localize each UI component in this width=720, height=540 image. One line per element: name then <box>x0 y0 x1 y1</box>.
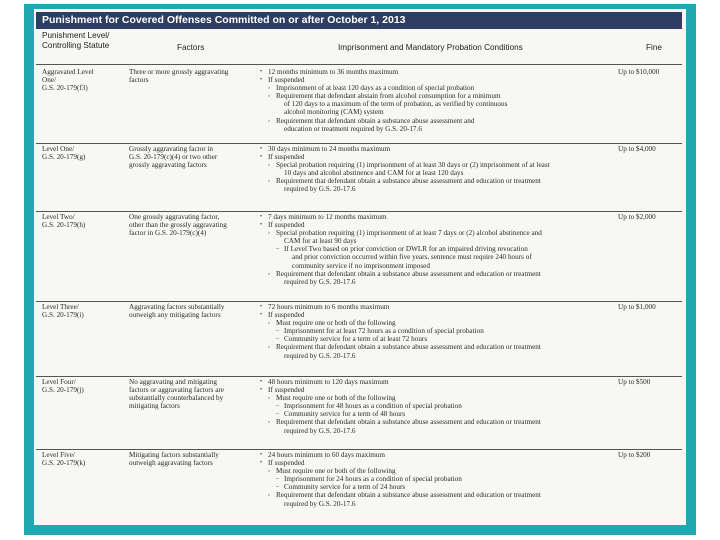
bullet-icon: › <box>268 395 270 402</box>
bullet-icon: • <box>260 77 263 84</box>
condition-text: 10 days and alcohol abstinence and CAM for at least 120 days <box>284 169 464 178</box>
bullet-icon: – <box>276 403 279 410</box>
level-line: One/ <box>42 76 56 85</box>
bullet-icon: › <box>268 468 270 475</box>
condition-line <box>260 108 620 116</box>
condition-text: Must require one or both of the following <box>276 467 396 476</box>
row-fine: Up to $10,000 <box>618 68 660 76</box>
condition-line <box>260 410 620 418</box>
condition-text: required by G.S. 20-17.6 <box>284 351 356 360</box>
condition-text: If suspended <box>268 221 305 230</box>
row-factors <box>129 68 259 84</box>
condition-text: 48 hours minimum to 120 days maximum <box>268 378 389 386</box>
row-level <box>42 451 124 467</box>
row-factors <box>129 303 259 319</box>
condition-text: Requirement that defendant obtain a substance abuse assessment and education or treatment <box>276 177 541 186</box>
condition-line <box>260 169 620 177</box>
condition-line <box>260 237 620 245</box>
bullet-icon: › <box>268 93 270 100</box>
factor-line: Three or more grossly aggravating <box>129 68 229 76</box>
condition-line <box>260 185 620 193</box>
condition-text: required by G.S. 20-17.6 <box>284 277 356 286</box>
condition-text: CAM for at least 90 days <box>284 237 357 246</box>
factor-line: factor in G.S. 20-179(c)(4) <box>129 229 207 238</box>
bullet-icon: › <box>268 320 270 327</box>
row-level <box>42 213 124 229</box>
condition-line <box>260 311 620 319</box>
condition-text: 12 months minimum to 36 months maximum <box>268 68 399 76</box>
condition-line <box>260 84 620 92</box>
bullet-icon: › <box>268 162 270 169</box>
bullet-icon: › <box>268 117 270 124</box>
condition-line <box>260 451 620 459</box>
row-conditions <box>260 213 620 286</box>
factor-line: mitigating factors <box>129 402 180 411</box>
bullet-icon: › <box>268 419 270 426</box>
factor-line: One grossly aggravating factor, <box>129 213 220 221</box>
condition-line <box>260 221 620 229</box>
condition-line <box>260 394 620 402</box>
row-fine: Up to $500 <box>618 378 651 386</box>
condition-line <box>260 153 620 161</box>
factor-line: factors <box>129 76 149 85</box>
condition-text: Special probation requiring (1) imprisonment of at least 30 days or (2) imprisonment of at least <box>276 161 550 170</box>
condition-text: Requirement that defendant obtain a substance abuse assessment and education or treatment <box>276 418 541 427</box>
condition-line <box>260 229 620 237</box>
condition-text: of 120 days to a maximum of the term of probation, as verified by continuous <box>284 100 508 109</box>
condition-text: Must require one or both of the following <box>276 394 396 403</box>
condition-text: required by G.S. 20-17.6 <box>284 185 356 194</box>
bullet-icon: – <box>276 246 279 253</box>
condition-line <box>260 327 620 335</box>
condition-line <box>260 213 620 221</box>
factor-line: Aggravating factors substantially <box>129 303 225 311</box>
condition-text: If suspended <box>268 311 305 320</box>
bullet-icon: – <box>276 336 279 343</box>
condition-text: 30 days minimum to 24 months maximum <box>268 145 391 153</box>
row-factors <box>129 145 259 169</box>
level-line: Aggravated Level <box>42 68 94 76</box>
condition-line <box>260 117 620 125</box>
condition-line <box>260 319 620 327</box>
row-level <box>42 303 124 319</box>
condition-line <box>260 467 620 475</box>
level-line: G.S. 20-179(h) <box>42 221 86 230</box>
header-divider <box>36 64 682 65</box>
level-line: G.S. 20-179(j) <box>42 386 84 395</box>
condition-text: 24 hours minimum to 60 days maximum <box>268 451 385 459</box>
factor-line: factors or aggravating factors are <box>129 386 224 395</box>
condition-text: Community service for a term of 24 hours <box>284 483 406 492</box>
bullet-icon: • <box>260 312 263 319</box>
level-line: Level Five/ <box>42 451 75 459</box>
condition-line <box>260 92 620 100</box>
bullet-icon: • <box>260 452 263 458</box>
condition-text: Requirement that defendant obtain a substance abuse assessment and <box>276 116 475 125</box>
bullet-icon: – <box>276 411 279 418</box>
bullet-icon: – <box>276 484 279 491</box>
condition-line <box>260 491 620 499</box>
condition-text: required by G.S. 20-17.6 <box>284 426 356 435</box>
row-factors <box>129 378 259 410</box>
condition-text: If suspended <box>268 153 305 162</box>
condition-line <box>260 335 620 343</box>
condition-text: Requirement that defendant obtain a substance abuse assessment and education or treatment <box>276 269 541 278</box>
bullet-icon: • <box>260 304 263 310</box>
row-factors <box>129 213 259 237</box>
condition-line <box>260 483 620 491</box>
condition-text: alcohol monitoring (CAM) system <box>284 108 384 117</box>
condition-text: Community service for a term of 48 hours <box>284 410 406 419</box>
bullet-icon: › <box>268 230 270 237</box>
condition-line <box>260 76 620 84</box>
condition-text: Imprisonment of at least 120 days as a condition of special probation <box>276 84 475 93</box>
row-divider <box>36 376 682 377</box>
bullet-icon: • <box>260 379 263 385</box>
level-line: Level Two/ <box>42 213 75 221</box>
condition-line <box>260 100 620 108</box>
condition-text: Special probation requiring (1) imprisonment of at least 7 days or (2) alcohol abstinence and <box>276 229 542 238</box>
condition-line <box>260 253 620 261</box>
level-line: G.S. 20-179(i) <box>42 311 84 320</box>
factor-line: substantially counterbalanced by <box>129 394 224 403</box>
condition-line <box>260 378 620 386</box>
condition-line <box>260 68 620 76</box>
header-fine: Fine <box>646 43 662 52</box>
condition-line <box>260 125 620 133</box>
condition-text: Must require one or both of the following <box>276 319 396 328</box>
condition-line <box>260 352 620 360</box>
row-fine: Up to $1,000 <box>618 303 656 311</box>
level-line: G.S. 20-179(k) <box>42 459 86 468</box>
condition-text: Requirement that defendant abstain from alcohol consumption for a minimum <box>276 92 501 101</box>
factor-line: G.S. 20-179(c)(4) or two other <box>129 153 218 162</box>
bullet-icon: › <box>268 85 270 92</box>
condition-line <box>260 386 620 394</box>
factor-line: Mitigating factors substantially <box>129 451 219 459</box>
condition-text: community service if no imprisonment imposed <box>292 261 430 270</box>
table-title: Punishment for Covered Offenses Committed on or after October 1, 2013 <box>36 12 682 29</box>
level-line: Level Three/ <box>42 303 79 311</box>
condition-line <box>260 145 620 153</box>
condition-text: 7 days minimum to 12 months maximum <box>268 213 387 221</box>
condition-text: and prior conviction occurred within five years, sentence must require 240 hours of <box>292 253 532 262</box>
condition-text: Requirement that defendant obtain a substance abuse assessment and education or treatment <box>276 343 541 352</box>
condition-line <box>260 427 620 435</box>
row-factors <box>129 451 259 467</box>
condition-text: If Level Two based on prior conviction or DWLR for an impaired driving revocation <box>284 245 528 254</box>
bullet-icon: › <box>268 178 270 185</box>
condition-text: Requirement that defendant obtain a substance abuse assessment and education or treatment <box>276 491 541 500</box>
bullet-icon: – <box>276 476 279 483</box>
condition-text: education or treatment required by G.S. 20-17.6 <box>284 124 422 133</box>
row-conditions <box>260 68 620 133</box>
bullet-icon: › <box>268 270 270 277</box>
condition-text: 72 hours minimum to 6 months maximum <box>268 303 390 311</box>
row-divider <box>36 211 682 212</box>
condition-line <box>260 245 620 253</box>
bullet-icon: › <box>268 344 270 351</box>
level-line: Level One/ <box>42 145 75 153</box>
bullet-icon: • <box>260 146 263 152</box>
row-fine: Up to $200 <box>618 451 651 459</box>
bullet-icon: • <box>260 387 263 394</box>
level-line: Level Four/ <box>42 378 76 386</box>
condition-line <box>260 475 620 483</box>
condition-line <box>260 278 620 286</box>
factor-line: grossly aggravating factors <box>129 161 207 170</box>
condition-text: Imprisonment for 24 hours as a condition of special probation <box>284 475 462 484</box>
header-punishment-level <box>42 31 132 65</box>
condition-text: required by G.S. 20-17.6 <box>284 499 356 508</box>
row-fine: Up to $2,000 <box>618 213 656 221</box>
bullet-icon: • <box>260 222 263 229</box>
row-divider <box>36 449 682 450</box>
factor-line: Grossly aggravating factor in <box>129 145 214 153</box>
condition-line <box>260 500 620 508</box>
condition-line <box>260 262 620 270</box>
condition-text: Community service for a term of at least 72 hours <box>284 335 428 344</box>
bullet-icon: • <box>260 214 263 220</box>
bullet-icon: • <box>260 154 263 161</box>
condition-line <box>260 161 620 169</box>
condition-text: If suspended <box>268 76 305 85</box>
condition-text: Imprisonment for at least 72 hours as a condition of special probation <box>284 327 484 336</box>
row-conditions <box>260 145 620 194</box>
header-level-line: Controlling Statute <box>42 41 110 50</box>
level-line: G.S. 20-179(g) <box>42 153 86 162</box>
row-fine: Up to $4,000 <box>618 145 656 153</box>
condition-line <box>260 418 620 426</box>
condition-line <box>260 303 620 311</box>
factor-line: No aggravating and mitigating <box>129 378 218 386</box>
row-conditions <box>260 303 620 360</box>
row-divider <box>36 143 682 144</box>
factor-line: outweigh aggravating factors <box>129 459 213 468</box>
row-conditions <box>260 378 620 435</box>
condition-text: If suspended <box>268 386 305 395</box>
condition-line <box>260 402 620 410</box>
row-divider <box>36 301 682 302</box>
factor-line: other than the grossly aggravating <box>129 221 227 230</box>
bullet-icon: • <box>260 460 263 467</box>
row-level <box>42 145 124 161</box>
condition-line <box>260 177 620 185</box>
bullet-icon: – <box>276 328 279 335</box>
bullet-icon: › <box>268 492 270 499</box>
condition-text: Imprisonment for 48 hours as a condition of special probation <box>284 402 462 411</box>
row-conditions <box>260 451 620 508</box>
factor-line: outweigh any mitigating factors <box>129 311 221 320</box>
condition-line <box>260 343 620 351</box>
condition-text: If suspended <box>268 459 305 468</box>
bullet-icon: • <box>260 69 263 75</box>
row-level <box>42 378 124 394</box>
level-line: G.S. 20-179(f3) <box>42 84 88 93</box>
header-factors: Factors <box>177 43 205 52</box>
document-page <box>34 9 686 525</box>
row-level <box>42 68 124 92</box>
header-level-line: Punishment Level/ <box>42 31 110 40</box>
condition-line <box>260 270 620 278</box>
header-conditions: Imprisonment and Mandatory Probation Conditions <box>338 43 523 52</box>
condition-line <box>260 459 620 467</box>
